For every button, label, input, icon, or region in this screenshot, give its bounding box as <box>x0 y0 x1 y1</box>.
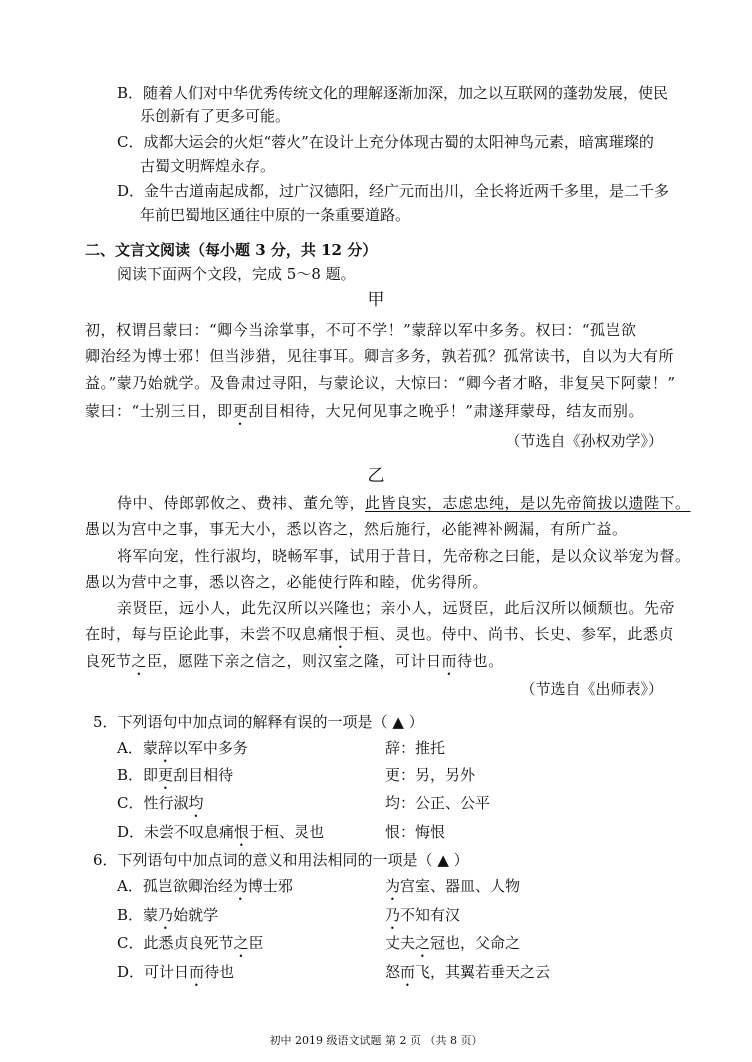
q6-option-a-compare <box>385 876 520 904</box>
dotted-word: 之 <box>415 934 431 952</box>
dotted-word: 均 <box>188 794 204 812</box>
passage-yi-title: 乙 <box>367 466 385 486</box>
option-letter: C． <box>117 794 144 812</box>
text-segment: 丈夫 <box>385 934 416 952</box>
passage-yi-line <box>85 624 674 652</box>
q6-option-d-compare <box>385 962 550 990</box>
text-segment: 可计日 <box>144 963 190 981</box>
passage-yi-line: 亲贤臣，远小人，此先汉所以兴隆也；亲小人，远贤臣，此后汉所以倾颓也。先帝 <box>117 599 676 617</box>
dotted-word: 更 <box>158 766 174 784</box>
passage-jia-title: 甲 <box>367 290 385 310</box>
option-letter: A． <box>117 877 143 895</box>
q6-option-b[interactable] <box>117 905 218 933</box>
text-segment: 始就学 <box>173 906 219 924</box>
option-b-line1: B．随着人们对中华优秀传统文化的理解逐渐加深，加之以互联网的蓬勃发展，使民 <box>117 84 669 102</box>
passage-yi-line <box>117 493 691 513</box>
option-c-line2: 古蜀文明辉煌永存。 <box>140 157 276 175</box>
passage-yi-line: 愚以为宫中之事，事无大小，悉以咨之，然后施行，必能裨补阙漏，有所广益。 <box>85 520 628 538</box>
text-segment: 侍中、侍郎郭攸之、费祎、董允等， <box>117 494 366 512</box>
text-segment: 良死节 <box>85 652 132 670</box>
text-segment: 于桓、灵也。侍中、尚书、长史、参军，此悉贞 <box>348 625 675 643</box>
question-5-stem: 5．下列语句中加点词的解释有误的一项是（ ▲ ） <box>93 713 424 731</box>
text-segment: 蒙 <box>142 739 158 757</box>
option-letter: B． <box>117 906 144 924</box>
dotted-word: 恨 <box>333 625 349 643</box>
text-segment: 孤岂欲卿治经 <box>142 877 233 895</box>
dotted-word: 之 <box>233 934 249 952</box>
q5-option-c[interactable] <box>117 793 204 821</box>
text-segment: 飞，其翼若垂天之云 <box>415 963 551 981</box>
text-segment: 刮目相待 <box>173 766 234 784</box>
option-c-line1: C．成都大运会的火炬“蓉火”在设计上充分体现古蜀的太阳神鸟元素，暗寓璀璨的 <box>117 133 654 151</box>
dotted-word: 乃 <box>158 906 174 924</box>
passage-jia-line: 卿治经为博士邪！但当涉猎，见往事耳。卿言多务，孰若孤？孤常读书，自以为大有所 <box>85 347 675 365</box>
option-b-line2: 乐创新有了更多可能。 <box>140 107 291 125</box>
text-segment: 臣 <box>248 934 264 952</box>
q5-option-b-gloss: 更：另，另外 <box>385 766 476 784</box>
passage-yi-line <box>85 651 504 679</box>
text-segment: 性行淑 <box>143 794 189 812</box>
section-instruction: 阅读下面两个文段，完成 5～8 题。 <box>117 265 356 283</box>
text-segment: 在时，每与臣论此事，未尝不叹息痛 <box>85 625 334 643</box>
text-segment: 待也 <box>204 963 235 981</box>
text-segment: 宫室、器皿、人物 <box>400 877 521 895</box>
text-segment: 怒 <box>385 963 401 981</box>
option-letter: D． <box>117 823 145 841</box>
text-segment: 蒙 <box>143 906 159 924</box>
q6-option-b-compare <box>385 905 460 933</box>
dotted-word: 恨 <box>234 823 250 841</box>
passage-yi-source: （节选自《出师表》） <box>520 680 663 698</box>
q5-option-c-gloss: 均：公正、公平 <box>385 794 491 812</box>
dotted-word: 之 <box>131 652 148 670</box>
page-footer: 初中 2019 级语文试题 第 2 页 （共 8 页） <box>269 1034 483 1047</box>
q6-option-d[interactable] <box>117 962 234 990</box>
q6-option-c[interactable] <box>117 933 264 961</box>
text-segment: 此悉贞良死节 <box>143 934 234 952</box>
dotted-word: 辞 <box>157 739 173 757</box>
text-segment: 博士邪 <box>247 877 293 895</box>
text-segment: 以军中多务 <box>172 739 248 757</box>
option-letter: D． <box>117 963 145 981</box>
passage-jia-source: （节选自《孙权劝学》） <box>505 432 663 450</box>
dotted-word: 更 <box>232 402 249 420</box>
text-segment: 冠也，父命之 <box>430 934 521 952</box>
text-segment: 不知有汉 <box>400 906 461 924</box>
question-6-stem: 6．下列语句中加点词的意义和用法相同的一项是（ ▲ ） <box>93 851 469 869</box>
text-segment: 未尝不叹息痛 <box>144 823 235 841</box>
dotted-word: 为 <box>232 877 248 895</box>
dotted-word: 而 <box>189 963 205 981</box>
q5-option-a[interactable] <box>117 738 248 766</box>
text-segment: 待也。 <box>457 652 504 670</box>
q6-option-c-compare <box>385 933 520 961</box>
q5-option-a-gloss: 辞：推托 <box>385 739 446 757</box>
q5-option-d[interactable] <box>117 822 324 850</box>
text-segment: 刮目相待，大兄何见事之晚乎！”肃遂拜蒙母，结友而别。 <box>248 402 644 420</box>
passage-jia-line: 益。”蒙乃始就学。及鲁肃过寻阳，与蒙论议，大惊曰：“卿今者才略，非复吴下阿蒙！” <box>85 374 676 392</box>
passage-yi-line: 将军向宠，性行淑均，晓畅军事，试用于昔日，先帝称之曰能，是以众议举宠为督。 <box>117 547 691 565</box>
dotted-word: 而 <box>441 652 458 670</box>
option-letter: B． <box>117 766 144 784</box>
passage-jia-line <box>85 401 644 429</box>
dotted-word: 乃 <box>385 906 401 924</box>
text-segment: 臣，愿陛下亲之信之，则汉室之隆，可计日 <box>147 652 442 670</box>
passage-yi-line: 愚以为营中之事，悉以咨之，必能使行阵和睦，优劣得所。 <box>85 573 489 591</box>
q6-option-a[interactable] <box>117 876 293 904</box>
text-segment: 即 <box>143 766 159 784</box>
text-segment: 于桓、灵也 <box>249 823 325 841</box>
section-heading: 二、文言文阅读（每小题 3 分，共 12 分） <box>85 241 378 259</box>
underlined-sentence: 此皆良实，志虑忠纯，是以先帝简拔以遗陛下。 <box>365 494 691 512</box>
dotted-word: 为 <box>385 877 401 895</box>
passage-jia-line: 初，权谓吕蒙曰：“卿今当涂掌事，不可不学！”蒙辞以军中多务。权曰：“孤岂欲 <box>85 321 637 339</box>
option-d-line2: 年前巴蜀地区通往中原的一条重要道路。 <box>140 206 411 224</box>
dotted-word: 而 <box>400 963 416 981</box>
option-letter: A． <box>117 739 143 757</box>
text-segment: 蒙曰：“士别三日，即 <box>85 402 233 420</box>
option-letter: C． <box>117 934 144 952</box>
q5-option-d-gloss: 恨：悔恨 <box>385 823 446 841</box>
option-d-line1: D．金牛古道南起成都，过广汉德阳，经广元而出川，全长将近两千多里，是二千多 <box>117 182 670 200</box>
q5-option-b[interactable] <box>117 765 233 793</box>
